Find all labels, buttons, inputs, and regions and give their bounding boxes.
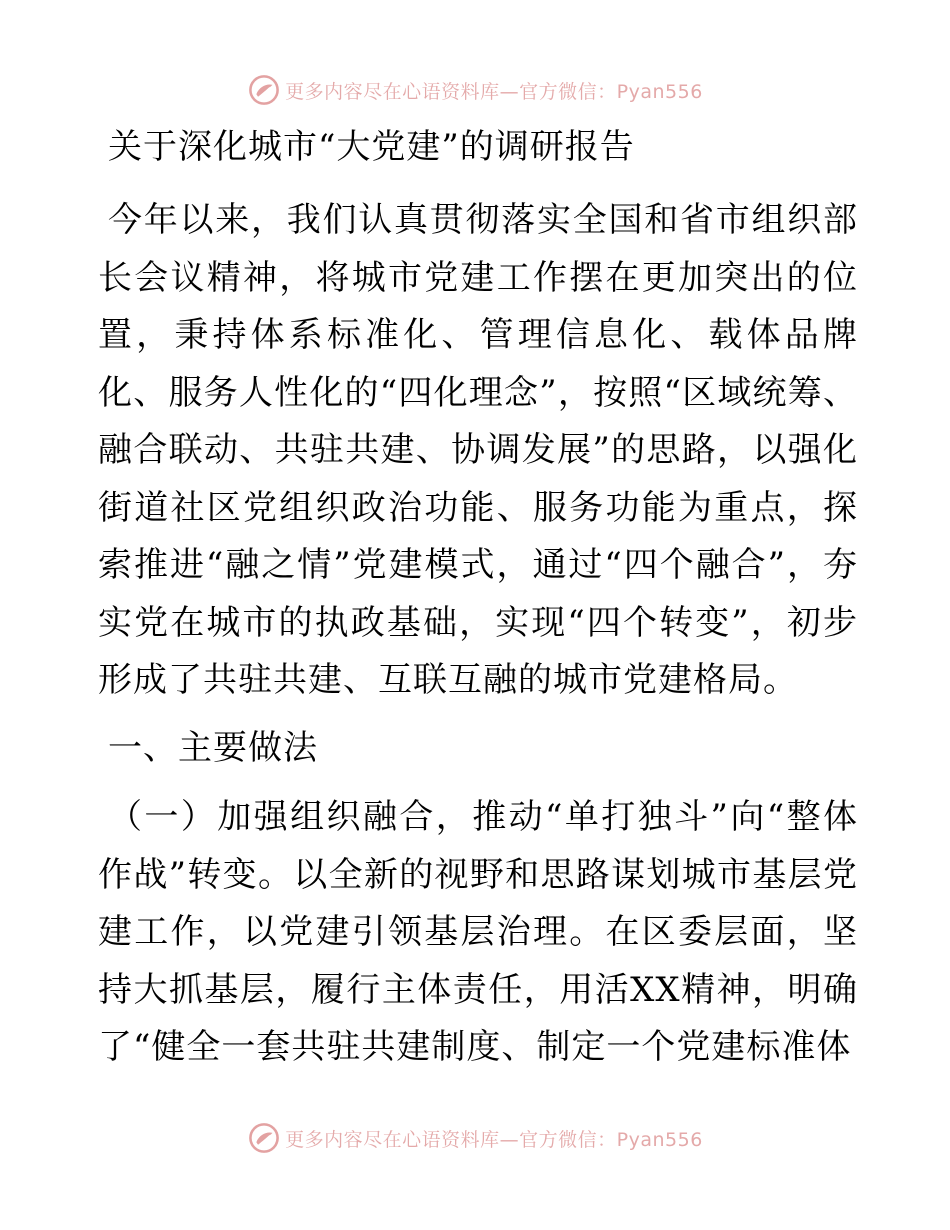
watermark-banner-bottom (0, 1118, 950, 1158)
logo-icon (247, 1121, 281, 1155)
document-title: 关于深化城市“大党建”的调研报告 (108, 127, 635, 167)
paragraph-intro: 今年以来，我们认真贯彻落实全国和省市组织部长会议精神，将城市党建工作摆在更加突出的位置，秉持体系标准化、管理信息化、载体品牌化、服务人性化的“四化理念”，按照“区域统筹、融合联动、共驻共建、协调发展”的思路，以强化街道社区党组织政治功能、服务功能为重点，探索推进“融之情”党建模式，通过“四个融合”，夯实党在城市的执政基础，实现“四个转变”，初步形成了共驻共建、互联互融的城市党建格局。 (98, 200, 858, 700)
logo-icon (247, 73, 281, 107)
watermark-text: 更多内容尽在心语资料库—官方微信：Pyan556 (285, 1128, 703, 1151)
paragraph-organization-fusion: （一）加强组织融合，推动“单打独斗”向“整体作战”转变。以全新的视野和思路谋划城市基层党建工作，以党建引领基层治理。在区委层面，坚持大抓基层，履行主体责任，用活XX精神，明确了“健全一套共驻共建制度、制定一个党建标准体 (98, 797, 858, 1067)
document-body (98, 122, 858, 1077)
watermark-banner-top (0, 70, 950, 110)
watermark-text: 更多内容尽在心语资料库—官方微信：Pyan556 (285, 80, 703, 103)
section-heading: 一、主要做法 (108, 727, 318, 768)
